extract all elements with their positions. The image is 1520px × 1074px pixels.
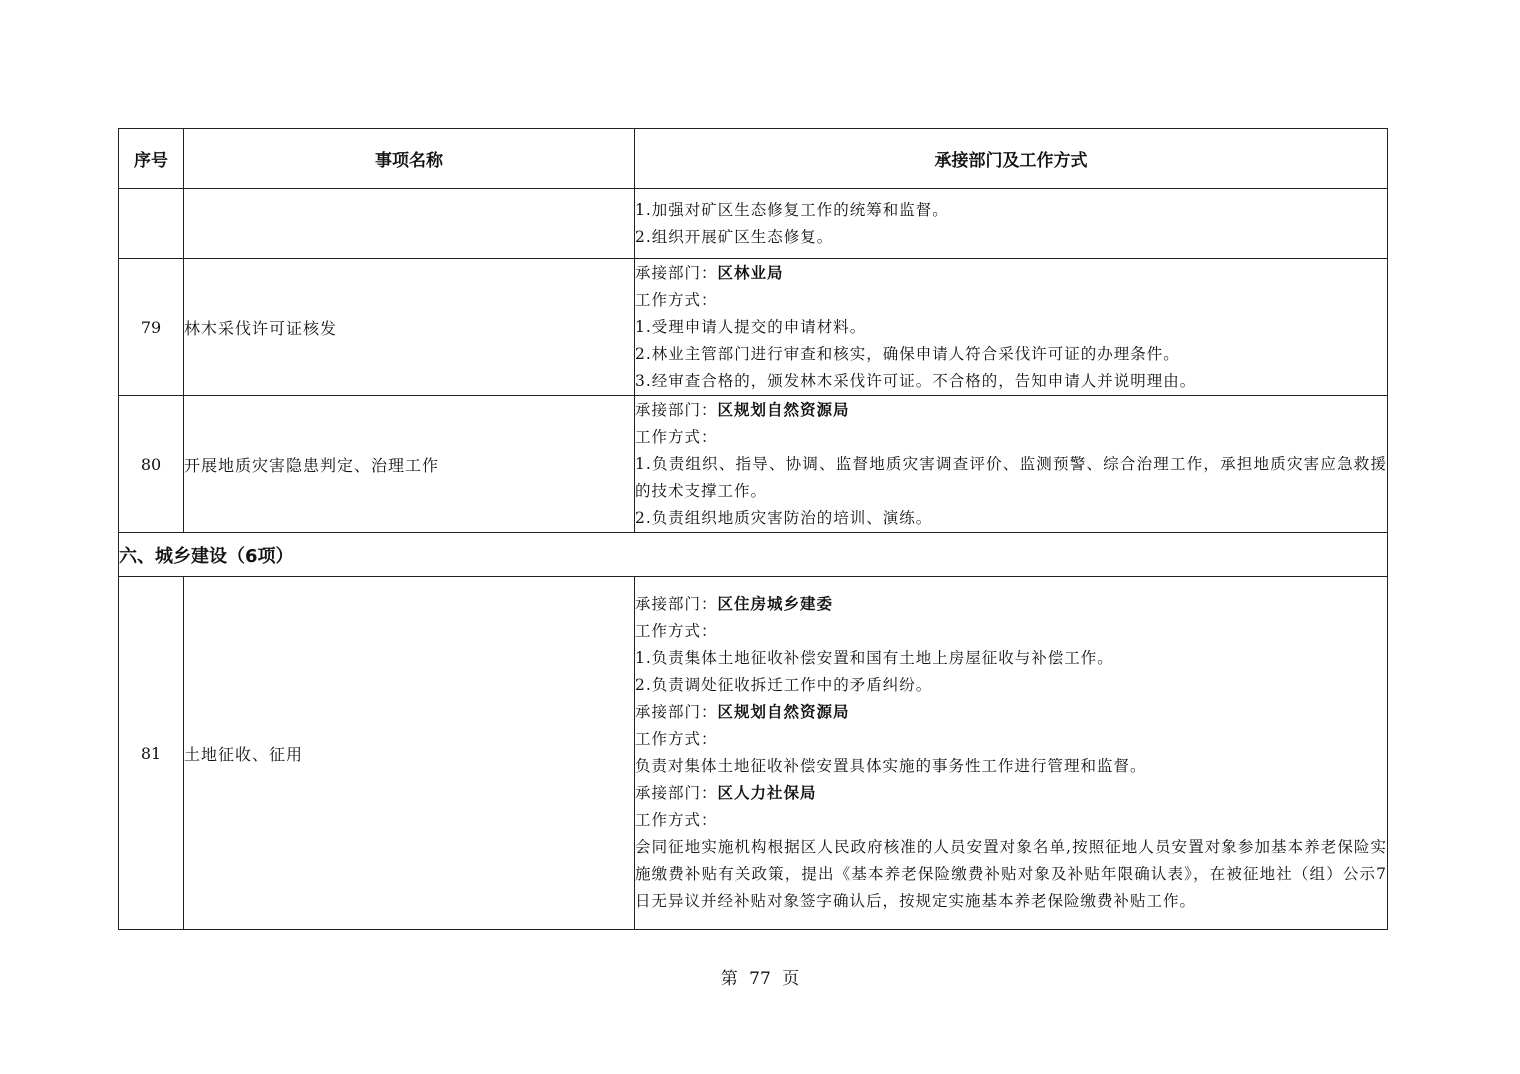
department-line	[635, 780, 1387, 807]
method-line: 2.负责组织地质灾害防治的培训、演练。	[635, 508, 933, 527]
method-line: 2.林业主管部门进行审查和核实，确保申请人符合采伐许可证的办理条件。	[635, 344, 1180, 363]
item-name-cell: 林木采伐许可证核发	[184, 259, 635, 396]
method-line: 1.负责组织、指导、协调、监督地质灾害调查评价、监测预警、综合治理工作，承担地质灾害应急救援的技术支撑工作。	[635, 454, 1387, 500]
method-line: 1.加强对矿区生态修复工作的统筹和监督。	[635, 200, 949, 219]
header-department-method: 承接部门及工作方式	[635, 129, 1388, 189]
method-label: 工作方式：	[635, 622, 718, 640]
method-line: 会同征地实施机构根据区人民政府核准的人员安置对象名单,按照征地人员安置对象参加基本养老保险实施缴费补贴有关政策，提出《基本养老保险缴费补贴对象及补贴年限确认表》，在被征地社（组）公示7日无异议并经补贴对象签字确认后，按规定实施基本养老保险缴费补贴工作。	[635, 838, 1387, 910]
department-name: 区人力社保局	[717, 784, 817, 802]
department-line	[635, 591, 1387, 618]
method-label: 工作方式：	[635, 290, 718, 309]
serial-cell	[119, 189, 184, 259]
section-row	[119, 533, 1388, 577]
method-cell	[635, 259, 1388, 396]
table-row-79	[119, 259, 1388, 396]
header-serial-number: 序号	[119, 129, 184, 189]
table-header-row	[119, 129, 1388, 189]
method-cell	[635, 189, 1388, 259]
section-title: 六、城乡建设（6项）	[119, 533, 1388, 577]
department-label: 承接部门：	[635, 595, 718, 613]
serial-cell: 79	[119, 259, 184, 396]
serial-cell: 81	[119, 577, 184, 930]
item-name-cell	[184, 189, 635, 259]
department-label: 承接部门：	[635, 784, 718, 802]
department-name: 区规划自然资源局	[717, 703, 850, 721]
method-label: 工作方式：	[635, 811, 718, 829]
department-label: 承接部门：	[635, 703, 718, 721]
items-table	[118, 128, 1388, 930]
table-row-81	[119, 577, 1388, 930]
department-name: 区规划自然资源局	[717, 400, 850, 419]
department-line	[635, 260, 1387, 287]
department-line	[635, 397, 1387, 424]
department-name: 区林业局	[717, 263, 784, 282]
department-label: 承接部门：	[635, 400, 718, 419]
method-line: 2.负责调处征收拆迁工作中的矛盾纠纷。	[635, 676, 933, 694]
page-number: 第 77 页	[720, 969, 800, 989]
method-label: 工作方式：	[635, 427, 718, 446]
department-name: 区住房城乡建委	[717, 595, 834, 613]
method-cell	[635, 577, 1388, 930]
department-label: 承接部门：	[635, 263, 718, 282]
item-name-cell: 开展地质灾害隐患判定、治理工作	[184, 396, 635, 533]
method-line: 1.负责集体土地征收补偿安置和国有土地上房屋征收与补偿工作。	[635, 649, 1114, 667]
table-row-continued	[119, 189, 1388, 259]
header-item-name: 事项名称	[184, 129, 635, 189]
method-line: 3.经审查合格的，颁发林木采伐许可证。不合格的，告知申请人并说明理由。	[635, 371, 1197, 390]
item-name-cell: 土地征收、征用	[184, 577, 635, 930]
method-line: 负责对集体土地征收补偿安置具体实施的事务性工作进行管理和监督。	[635, 757, 1147, 775]
method-line: 1.受理申请人提交的申请材料。	[635, 317, 867, 336]
method-line: 2.组织开展矿区生态修复。	[635, 227, 834, 246]
serial-cell: 80	[119, 396, 184, 533]
method-label: 工作方式：	[635, 730, 718, 748]
table-row-80	[119, 396, 1388, 533]
method-cell	[635, 396, 1388, 533]
department-line	[635, 699, 1387, 726]
